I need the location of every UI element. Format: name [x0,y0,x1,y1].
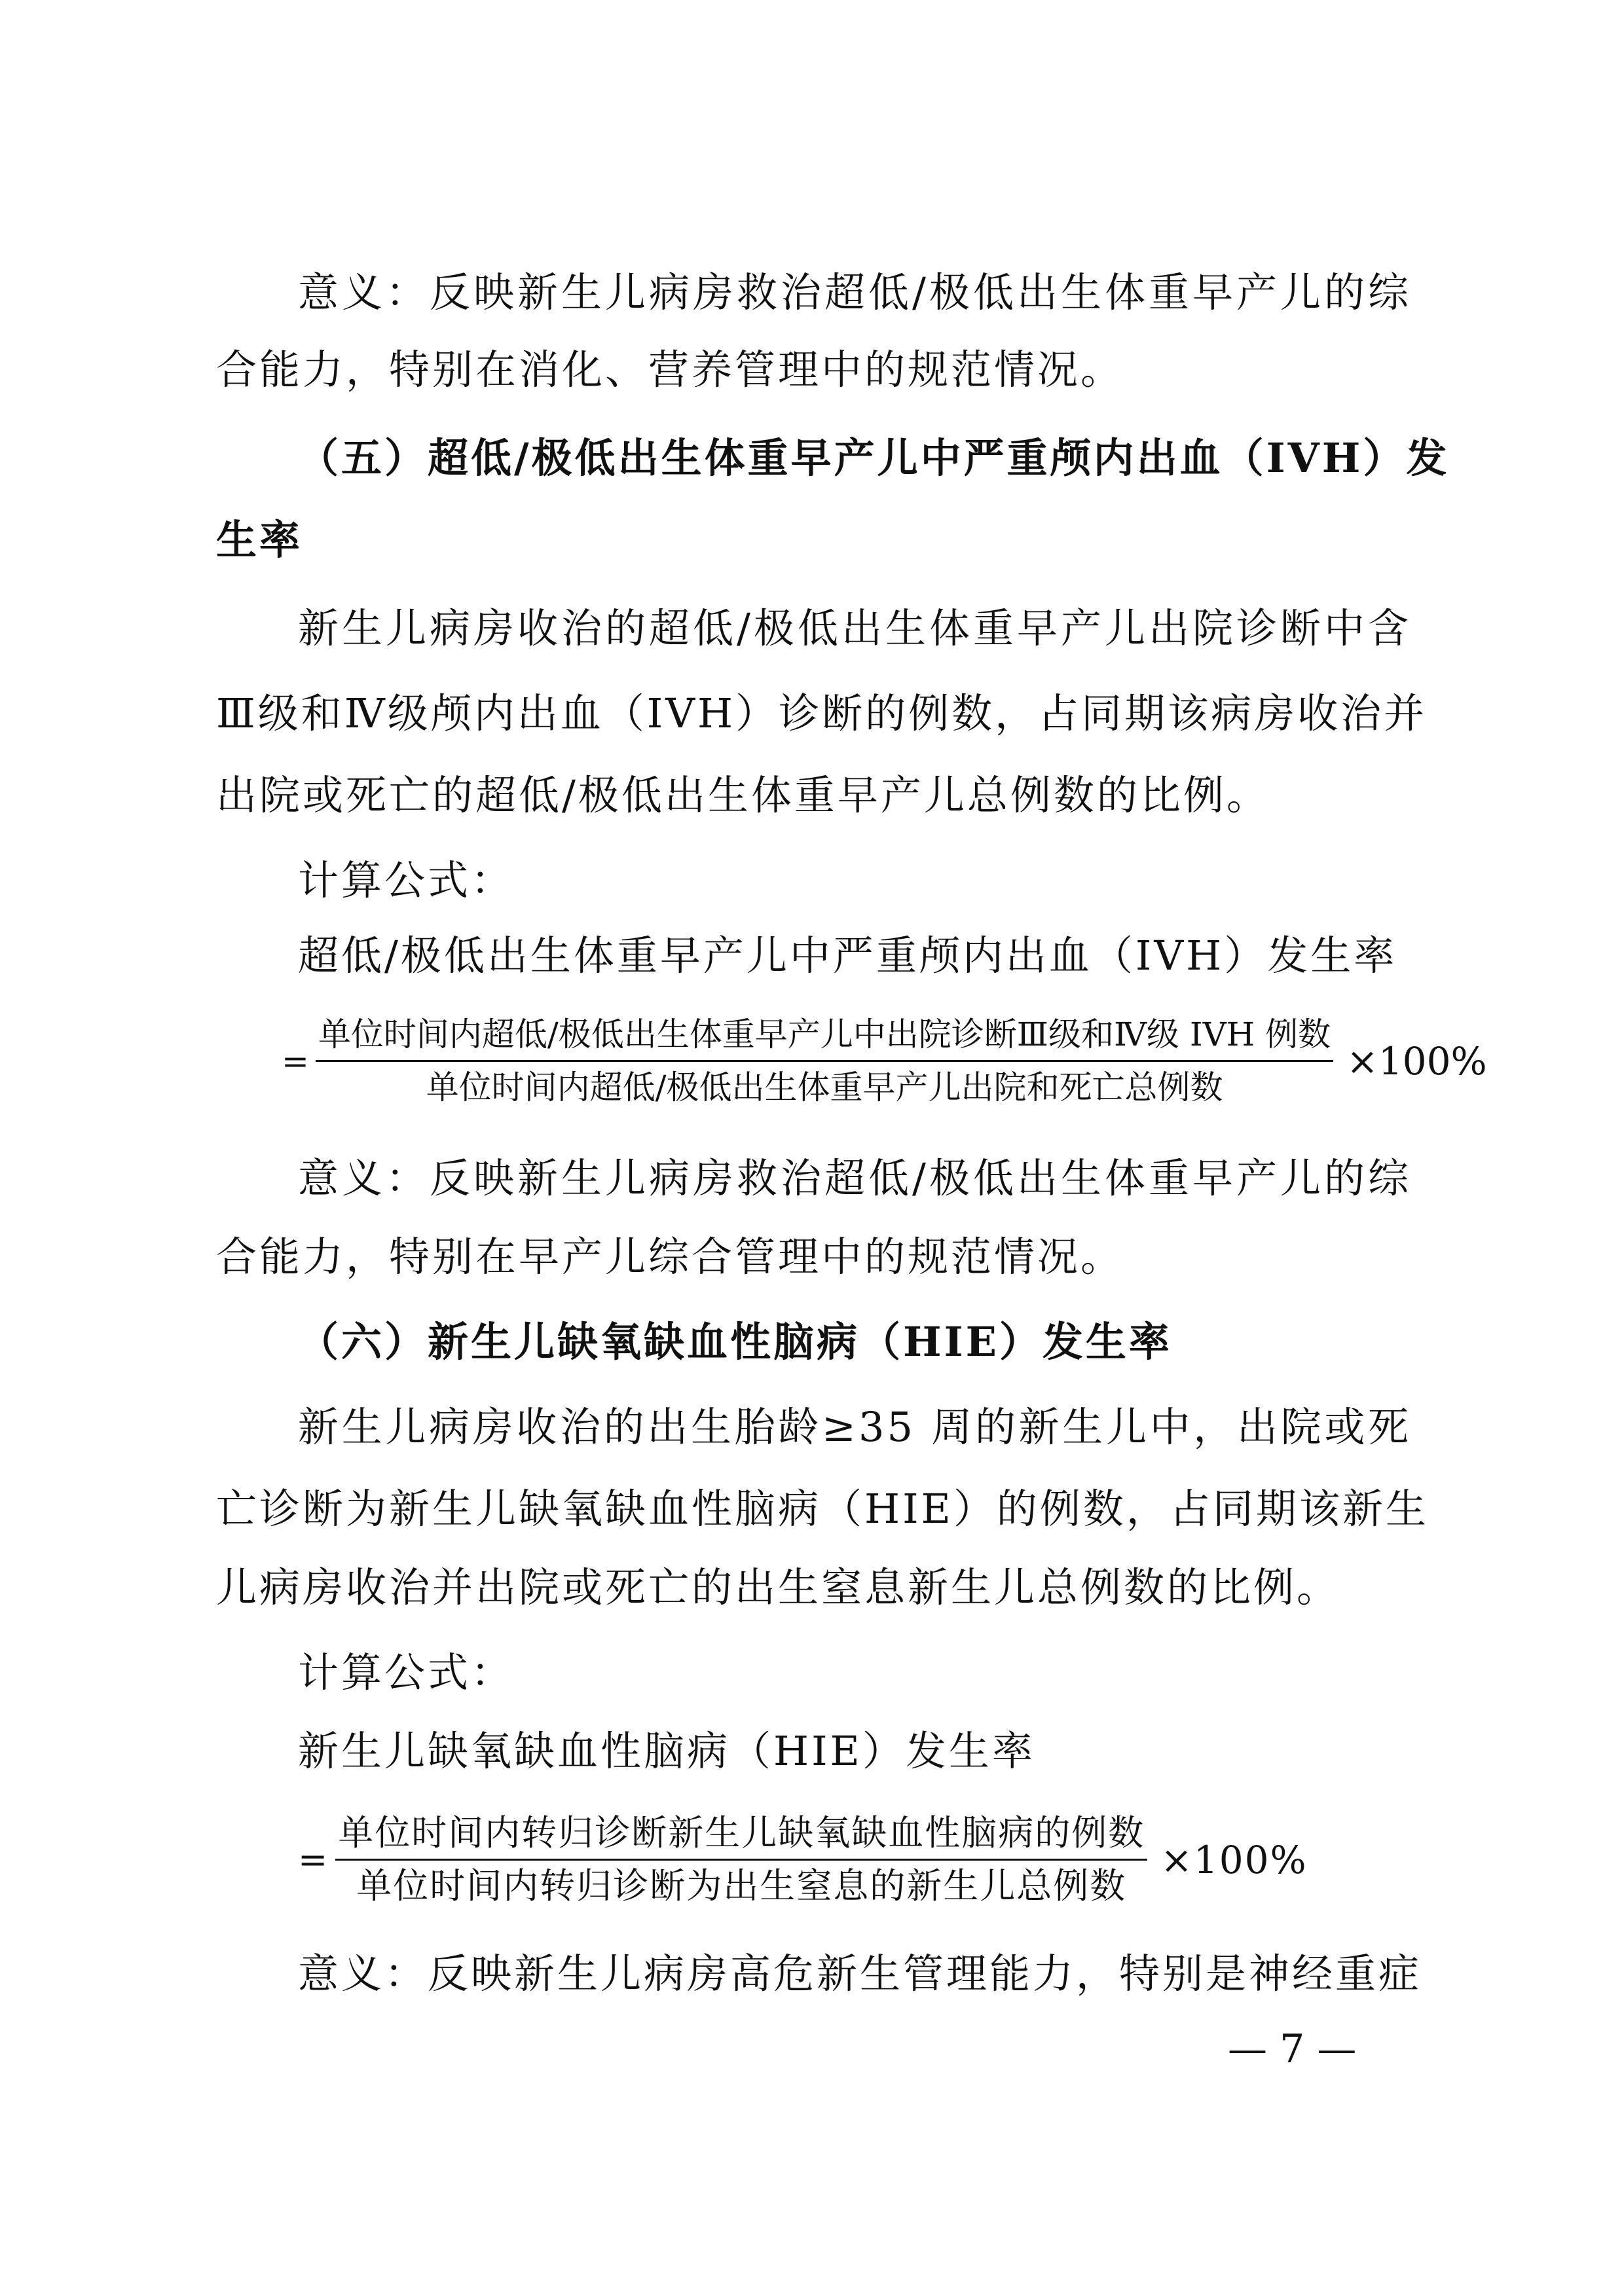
section-heading: （五）超低/极低出生体重早产儿中严重颅内出血（IVH）发 [298,434,1450,482]
equals-sign: = [298,1839,329,1880]
paragraph-line: 意义：反映新生儿病房救治超低/极低出生体重早产儿的综 [298,268,1411,316]
definition-line: 新生儿病房收治的超低/极低出生体重早产儿出院诊断中含 [298,604,1411,652]
page-number: — 7 — [1228,2026,1357,2072]
formula-hie [298,1810,1308,1909]
formula-name: 超低/极低出生体重早产儿中严重颅内出血（IVH）发生率 [298,932,1397,979]
definition-line: 亡诊断为新生儿缺氧缺血性脑病（HIE）的例数，占同期该新生 [216,1485,1429,1533]
formula-name: 新生儿缺氧缺血性脑病（HIE）发生率 [298,1727,1035,1775]
fraction [335,1810,1147,1909]
formula-label: 计算公式： [298,1649,515,1696]
numerator: 单位时间内转归诊断新生儿缺氧缺血性脑病的例数 [335,1810,1147,1861]
paragraph-line: 合能力，特别在消化、营养管理中的规范情况。 [216,346,1124,393]
definition-line: Ⅲ级和Ⅳ级颅内出血（IVH）诊断的例数，占同期该病房收治并 [216,689,1428,737]
definition-line: 新生儿病房收治的出生胎龄≥35 周的新生儿中，出院或死 [298,1403,1411,1451]
equals-sign: = [282,1042,309,1080]
section-heading: 生率 [216,516,303,564]
definition-line: 儿病房收治并出院或死亡的出生窒息新生儿总例数的比例。 [216,1563,1340,1611]
definition-line: 出院或死亡的超低/极低出生体重早产儿总例数的比例。 [216,771,1270,819]
percent-multiplier: ×100% [1160,1837,1308,1882]
formula-ivh [282,1011,1487,1110]
formula-label: 计算公式： [298,856,515,904]
percent-multiplier: ×100% [1346,1038,1487,1084]
denominator: 单位时间内超低/极低出生体重早产儿出院和死亡总例数 [426,1068,1223,1106]
meaning-line: 意义：反映新生儿病房救治超低/极低出生体重早产儿的综 [298,1154,1411,1202]
fraction [316,1011,1333,1110]
meaning-line: 合能力，特别在早产儿综合管理中的规范情况。 [216,1233,1124,1281]
denominator: 单位时间内转归诊断为出生窒息的新生儿总例数 [356,1865,1127,1906]
meaning-line: 意义：反映新生儿病房高危新生管理能力，特别是神经重症 [298,1950,1422,1997]
numerator: 单位时间内超低/极低出生体重早产儿中出院诊断Ⅲ级和Ⅳ级 IVH 例数 [316,1011,1333,1062]
section-heading: （六）新生儿缺氧缺血性脑病（HIE）发生率 [298,1318,1172,1366]
